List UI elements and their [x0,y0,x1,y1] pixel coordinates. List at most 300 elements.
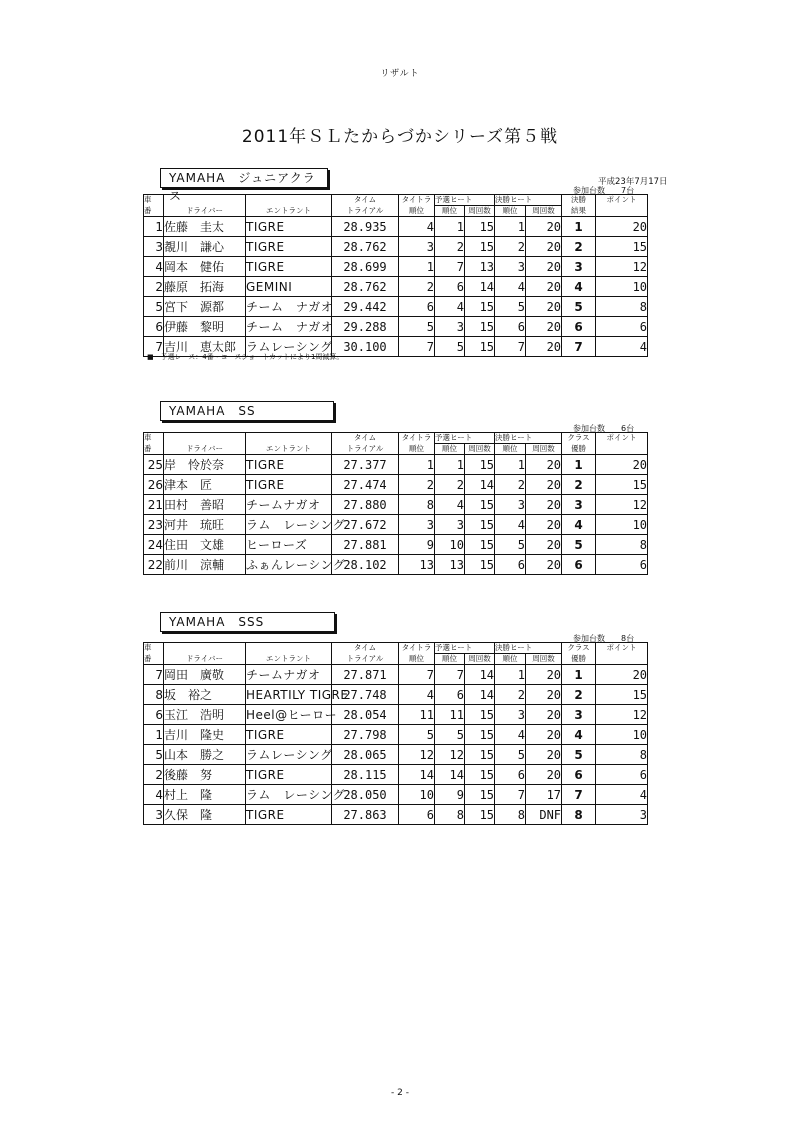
results-table-ss [143,432,648,575]
col-header-f-laps: 周回数 [526,444,562,455]
col-header-tt: タイトラ [399,643,435,654]
driver-name: 田村 善昭 [164,495,246,515]
points: 20 [596,665,648,685]
final-laps: 20 [526,685,562,705]
points: 3 [596,805,648,825]
qual-laps: 15 [465,535,495,555]
table-row [144,515,648,535]
points: 15 [596,685,648,705]
col-header-car: 車 [144,643,164,654]
col-header-f-laps: 周回数 [526,654,562,665]
final-laps: 20 [526,317,562,337]
time-trial: 29.442 [332,297,399,317]
car-number: 5 [144,745,164,765]
final-laps: DNF [526,805,562,825]
points: 15 [596,475,648,495]
driver-name: 吉川 恵太郎 [164,337,246,357]
final-result: 4 [562,515,596,535]
final-rank: 4 [495,725,526,745]
table-row [144,297,648,317]
table-row [144,455,648,475]
col-header-heat-qualifying: 予選ヒート [435,433,495,444]
col-header-q-laps: 周回数 [465,206,495,217]
table-row [144,765,648,785]
tt-rank: 7 [399,337,435,357]
table-row [144,217,648,237]
final-result: 2 [562,237,596,257]
car-number: 3 [144,805,164,825]
qual-laps: 15 [465,745,495,765]
entrant-name: ヒーローズ [246,535,332,555]
driver-name: 吉川 隆史 [164,725,246,745]
driver-name: 久保 隆 [164,805,246,825]
table-row [144,475,648,495]
qual-laps: 13 [465,257,495,277]
car-number: 7 [144,665,164,685]
points: 10 [596,725,648,745]
points: 12 [596,705,648,725]
driver-name: 伊藤 黎明 [164,317,246,337]
tt-rank: 10 [399,785,435,805]
qual-laps: 15 [465,805,495,825]
header-label: リザルト [380,69,420,79]
final-laps: 20 [526,257,562,277]
qual-laps: 14 [465,685,495,705]
col-header-time-2: トライアル [332,654,399,665]
car-number: 6 [144,317,164,337]
car-number: 7 [144,337,164,357]
driver-name: 村上 隆 [164,785,246,805]
col-header-driver-top [164,643,246,654]
final-laps: 20 [526,765,562,785]
final-rank: 3 [495,705,526,725]
driver-name: 岸 怜於奈 [164,455,246,475]
tt-rank: 1 [399,257,435,277]
table-row [144,535,648,555]
car-number: 4 [144,785,164,805]
final-laps: 20 [526,725,562,745]
qual-rank: 1 [435,217,465,237]
final-result: 5 [562,745,596,765]
col-header-heat-final: 決勝ヒート [495,195,562,206]
col-header-time: タイム [332,433,399,444]
tt-rank: 6 [399,297,435,317]
col-header-entrant: エントラント [246,444,332,455]
col-header-points: ポイント [596,643,648,654]
points: 6 [596,765,648,785]
col-header-time: タイム [332,643,399,654]
entrant-name: TIGRE [246,455,332,475]
final-laps: 20 [526,705,562,725]
qual-rank: 7 [435,257,465,277]
final-result: 6 [562,555,596,575]
driver-name: 岡田 廣敬 [164,665,246,685]
final-result: 1 [562,665,596,685]
final-laps: 20 [526,337,562,357]
driver-name: 覩川 謙心 [164,237,246,257]
points: 8 [596,745,648,765]
qual-rank: 5 [435,725,465,745]
final-result: 6 [562,317,596,337]
final-laps: 20 [526,495,562,515]
final-result: 4 [562,725,596,745]
entrant-name: TIGRE [246,217,332,237]
driver-name: 佐藤 圭太 [164,217,246,237]
col-header-q-rank: 順位 [435,444,465,455]
final-rank: 2 [495,685,526,705]
final-result: 8 [562,805,596,825]
final-result: 2 [562,685,596,705]
table-row [144,317,648,337]
final-rank: 7 [495,785,526,805]
car-number: 1 [144,725,164,745]
entrant-name: ラム レーシング [246,785,332,805]
col-header-heat-qualifying: 予選ヒート [435,643,495,654]
col-header-result: クラス [562,643,596,654]
col-header-time-2: トライアル [332,444,399,455]
col-header-q-laps: 周回数 [465,654,495,665]
driver-name: 住田 文雄 [164,535,246,555]
results-table-junior [143,194,648,357]
col-header-driver: ドライバー [164,206,246,217]
col-header-driver: ドライバー [164,444,246,455]
final-laps: 20 [526,297,562,317]
final-laps: 20 [526,665,562,685]
qual-rank: 2 [435,237,465,257]
car-number: 2 [144,277,164,297]
final-rank: 7 [495,337,526,357]
final-rank: 2 [495,237,526,257]
col-header-q-laps: 周回数 [465,444,495,455]
final-result: 2 [562,475,596,495]
car-number: 22 [144,555,164,575]
driver-name: 岡本 健佑 [164,257,246,277]
time-trial: 28.699 [332,257,399,277]
time-trial: 28.050 [332,785,399,805]
final-rank: 2 [495,475,526,495]
qual-laps: 15 [465,237,495,257]
points: 12 [596,495,648,515]
car-number: 2 [144,765,164,785]
time-trial: 29.288 [332,317,399,337]
points: 20 [596,217,648,237]
participants-junior: 参加台数 7台 [573,186,635,195]
tt-rank: 14 [399,765,435,785]
car-number: 1 [144,217,164,237]
points: 6 [596,555,648,575]
table-row [144,725,648,745]
tt-rank: 5 [399,317,435,337]
time-trial: 27.474 [332,475,399,495]
driver-name: 宮下 源都 [164,297,246,317]
table-row [144,805,648,825]
entrant-name: ラムレーシング [246,337,332,357]
time-trial: 27.871 [332,665,399,685]
final-result: 7 [562,785,596,805]
col-header-result-2: 結果 [562,206,596,217]
table-row [144,745,648,765]
col-header-q-rank: 順位 [435,654,465,665]
qual-laps: 15 [465,725,495,745]
qual-rank: 8 [435,805,465,825]
driver-name: 津本 匠 [164,475,246,495]
tt-rank: 1 [399,455,435,475]
time-trial: 28.935 [332,217,399,237]
car-number: 25 [144,455,164,475]
qual-laps: 14 [465,475,495,495]
entrant-name: TIGRE [246,725,332,745]
final-rank: 8 [495,805,526,825]
col-header-driver-top [164,433,246,444]
qual-rank: 4 [435,495,465,515]
car-number: 4 [144,257,164,277]
entrant-name: TIGRE [246,765,332,785]
final-result: 1 [562,217,596,237]
qual-laps: 15 [465,495,495,515]
points: 10 [596,277,648,297]
col-header-points-2 [596,654,648,665]
qual-rank: 3 [435,317,465,337]
col-header-f-rank: 順位 [495,206,526,217]
driver-name: 後藤 努 [164,765,246,785]
col-header-tt-2: 順位 [399,654,435,665]
class-title-ss: YAMAHA SS [160,401,334,421]
final-laps: 20 [526,237,562,257]
car-number: 5 [144,297,164,317]
final-laps: 20 [526,535,562,555]
entrant-name: TIGRE [246,805,332,825]
col-header-time-2: トライアル [332,206,399,217]
final-result: 3 [562,705,596,725]
col-header-car: 車 [144,195,164,206]
final-rank: 4 [495,515,526,535]
final-laps: 20 [526,745,562,765]
car-number: 21 [144,495,164,515]
final-laps: 20 [526,555,562,575]
qual-rank: 7 [435,665,465,685]
time-trial: 28.065 [332,745,399,765]
points: 20 [596,455,648,475]
col-header-entrant-top [246,195,332,206]
final-result: 7 [562,337,596,357]
col-header-entrant-top [246,433,332,444]
qual-rank: 1 [435,455,465,475]
qual-laps: 15 [465,765,495,785]
final-rank: 5 [495,745,526,765]
class-title-sss: YAMAHA SSS [160,612,335,632]
table-row [144,555,648,575]
entrant-name: GEMINI [246,277,332,297]
col-header-f-rank: 順位 [495,444,526,455]
col-header-f-laps: 周回数 [526,206,562,217]
entrant-name: TIGRE [246,475,332,495]
qual-laps: 14 [465,665,495,685]
tt-rank: 13 [399,555,435,575]
points: 10 [596,515,648,535]
final-rank: 1 [495,665,526,685]
qual-rank: 11 [435,705,465,725]
final-laps: 20 [526,455,562,475]
col-header-heat-final: 決勝ヒート [495,433,562,444]
car-number: 26 [144,475,164,495]
event-date: 平成23年7月17日 [598,177,668,187]
entrant-name: チームナガオ [246,495,332,515]
time-trial: 28.102 [332,555,399,575]
time-trial: 28.054 [332,705,399,725]
col-header-entrant-top [246,643,332,654]
col-header-tt: タイトラ [399,195,435,206]
col-header-result-2: 優勝 [562,654,596,665]
table-row [144,785,648,805]
final-rank: 5 [495,535,526,555]
tt-rank: 2 [399,475,435,495]
final-rank: 1 [495,217,526,237]
final-laps: 20 [526,475,562,495]
entrant-name: Heel@ヒーロー [246,705,332,725]
final-result: 6 [562,765,596,785]
points: 6 [596,317,648,337]
final-result: 3 [562,257,596,277]
entrant-name: ふぁんレーシング [246,555,332,575]
time-trial: 28.762 [332,277,399,297]
tt-rank: 12 [399,745,435,765]
time-trial: 30.100 [332,337,399,357]
col-header-result: 決勝 [562,195,596,206]
car-number: 24 [144,535,164,555]
qual-laps: 15 [465,515,495,535]
time-trial: 27.672 [332,515,399,535]
entrant-name: TIGRE [246,257,332,277]
col-header-tt-2: 順位 [399,444,435,455]
col-header-result: クラス [562,433,596,444]
note-junior: ■ 予選レース：4番・コースショートカットにより1周減算。 [147,353,344,361]
car-number: 6 [144,705,164,725]
car-number: 8 [144,685,164,705]
final-result: 3 [562,495,596,515]
time-trial: 27.881 [332,535,399,555]
final-rank: 6 [495,555,526,575]
table-row [144,705,648,725]
col-header-points-2 [596,444,648,455]
tt-rank: 4 [399,685,435,705]
table-row [144,257,648,277]
final-laps: 20 [526,217,562,237]
entrant-name: ラム レーシング [246,515,332,535]
qual-laps: 15 [465,705,495,725]
tt-rank: 8 [399,495,435,515]
col-header-entrant: エントラント [246,654,332,665]
driver-name: 藤原 拓海 [164,277,246,297]
col-header-entrant: エントラント [246,206,332,217]
qual-rank: 10 [435,535,465,555]
tt-rank: 3 [399,515,435,535]
time-trial: 27.377 [332,455,399,475]
tt-rank: 2 [399,277,435,297]
time-trial: 27.798 [332,725,399,745]
points: 8 [596,535,648,555]
driver-name: 前川 涼輔 [164,555,246,575]
qual-rank: 9 [435,785,465,805]
driver-name: 河井 琉旺 [164,515,246,535]
table-row [144,277,648,297]
qual-rank: 12 [435,745,465,765]
col-header-time: タイム [332,195,399,206]
final-rank: 6 [495,765,526,785]
tt-rank: 11 [399,705,435,725]
qual-laps: 15 [465,317,495,337]
final-result: 1 [562,455,596,475]
col-header-q-rank: 順位 [435,206,465,217]
page-title: 2011年ＳＬたからづかシリーズ第５戦 [241,127,559,147]
final-rank: 5 [495,297,526,317]
qual-rank: 5 [435,337,465,357]
col-header-tt: タイトラ [399,433,435,444]
final-rank: 3 [495,495,526,515]
participants-sss: 参加台数 8台 [573,634,635,643]
col-header-car: 車 [144,433,164,444]
final-laps: 20 [526,277,562,297]
final-rank: 6 [495,317,526,337]
car-number: 23 [144,515,164,535]
tt-rank: 3 [399,237,435,257]
col-header-points: ポイント [596,433,648,444]
qual-laps: 15 [465,217,495,237]
col-header-result-2: 優勝 [562,444,596,455]
col-header-points: ポイント [596,195,648,206]
entrant-name: チーム ナガオ [246,297,332,317]
col-header-tt-2: 順位 [399,206,435,217]
qual-laps: 14 [465,277,495,297]
points: 8 [596,297,648,317]
table-row [144,665,648,685]
col-header-car-2: 番 [144,654,164,665]
time-trial: 28.762 [332,237,399,257]
results-table-sss [143,642,648,825]
entrant-name: TIGRE [246,237,332,257]
table-row [144,685,648,705]
tt-rank: 7 [399,665,435,685]
tt-rank: 6 [399,805,435,825]
table-row [144,495,648,515]
qual-laps: 15 [465,555,495,575]
entrant-name: HEARTILY TIGRE [246,685,332,705]
col-header-f-rank: 順位 [495,654,526,665]
entrant-name: ラムレーシング [246,745,332,765]
class-title-junior: YAMAHA ジュニアクラス [160,168,328,188]
driver-name: 玉江 浩明 [164,705,246,725]
col-header-car-2: 番 [144,444,164,455]
qual-rank: 2 [435,475,465,495]
tt-rank: 9 [399,535,435,555]
final-result: 5 [562,535,596,555]
qual-laps: 15 [465,297,495,317]
qual-rank: 14 [435,765,465,785]
final-laps: 20 [526,515,562,535]
time-trial: 28.115 [332,765,399,785]
time-trial: 27.880 [332,495,399,515]
final-rank: 1 [495,455,526,475]
qual-rank: 4 [435,297,465,317]
points: 4 [596,785,648,805]
tt-rank: 4 [399,217,435,237]
qual-rank: 13 [435,555,465,575]
points: 12 [596,257,648,277]
driver-name: 坂 裕之 [164,685,246,705]
final-result: 4 [562,277,596,297]
points: 15 [596,237,648,257]
qual-laps: 15 [465,785,495,805]
col-header-points-2 [596,206,648,217]
